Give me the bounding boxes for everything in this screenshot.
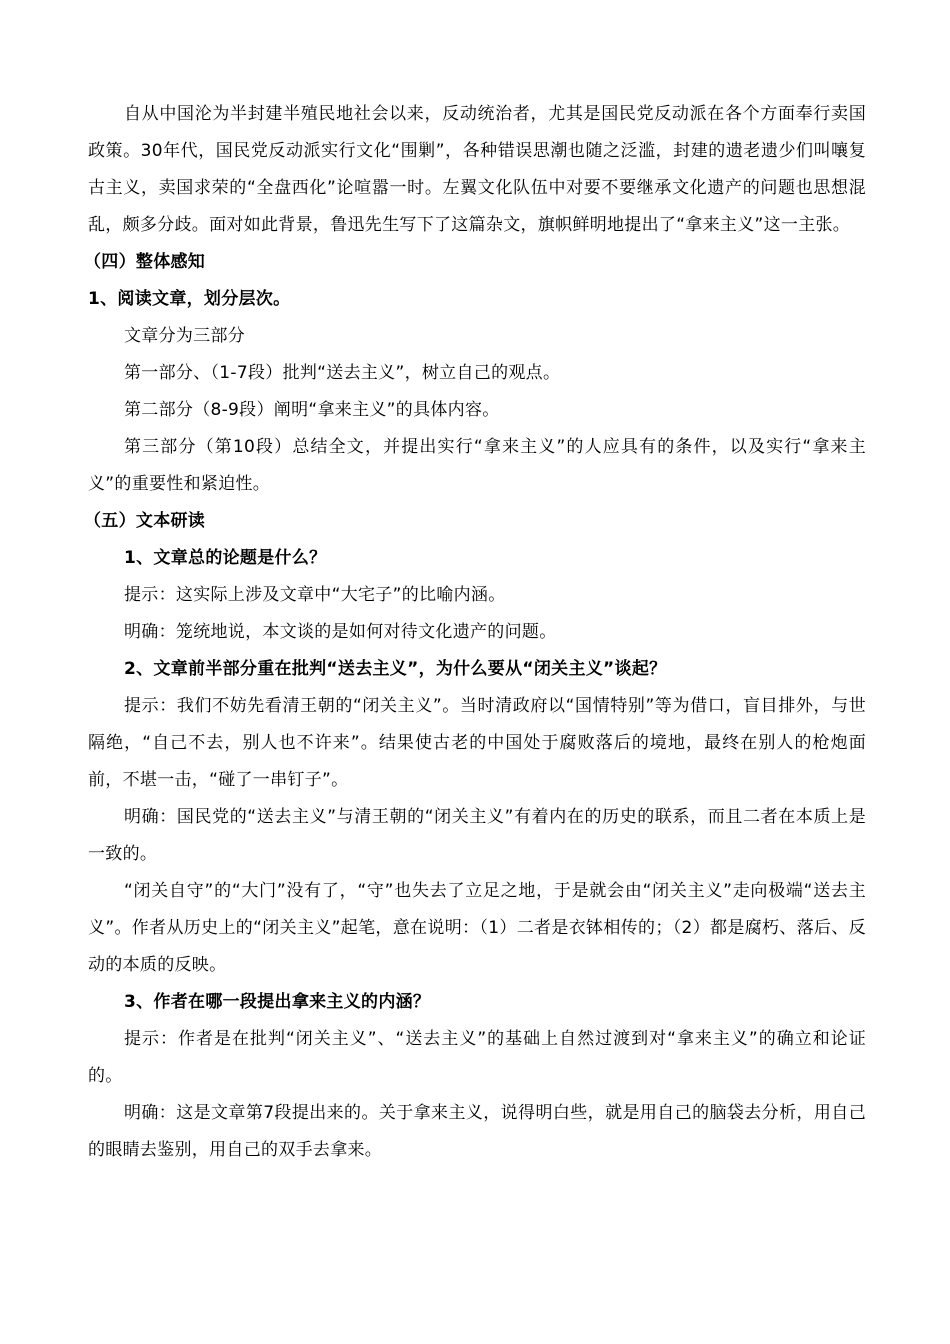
part-three-text: 第三部分（第10段）总结全文，并提出实行“拿来主义”的人应具有的条件，以及实行“拿来主义”的重要性和紧迫性。 — [88, 437, 866, 494]
question-1-answer: 明确：笼统地说，本文谈的是如何对待文化遗产的问题。 — [124, 622, 557, 642]
question-2-explanation: “闭关自守”的“大门”没有了，“守”也失去了立足之地，于是就会由“闭关主义”走向极端“送去主义”。作者从历史上的“闭关主义”起笔，意在说明：（1）二者是衣钵相传的；（2）都是腐朽、落后、反动的本质的反映。 — [88, 881, 866, 975]
question-3-hint: 提示：作者是在批判“闭关主义”、“送去主义”的基础上自然过渡到对“拿来主义”的确立和论证的。 — [88, 1029, 866, 1086]
question-1: 1、文章总的论题是什么？ — [124, 548, 327, 568]
question-3: 3、作者在哪一段提出拿来主义的内涵？ — [124, 992, 431, 1012]
background-paragraph: 自从中国沦为半封建半殖民地社会以来，反动统治者，尤其是国民党反动派在各个方面奉行卖国政策。30年代，国民党反动派实行文化“围剿”，各种错误思潮也随之泛滥，封建的遗老遗少们叫嚷复古主义，卖国求荣的“全盘西化”论喧嚣一时。左翼文化队伍中对要不要继承文化遗产的问题也思想混乱，颇多分歧。面对如此背景，鲁迅先生写下了这篇杂文，旗帜鲜明地提出了“拿来主义”这一主张。 — [88, 104, 866, 235]
item-heading-read-and-divide: 1、阅读文章，划分层次。 — [88, 289, 291, 309]
section-heading-text-study: （五）文本研读 — [84, 511, 206, 531]
part-one-text: 第一部分、（1-7段）批判“送去主义”，树立自己的观点。 — [124, 363, 561, 383]
parts-intro-text: 文章分为三部分 — [124, 326, 246, 346]
question-3-answer: 明确：这是文章第7段提出来的。关于拿来主义，说得明白些，就是用自己的脑袋去分析，用自己的眼睛去鉴别，用自己的双手去拿来。 — [88, 1103, 866, 1160]
part-two-text: 第二部分（8-9段）阐明“拿来主义”的具体内容。 — [124, 400, 500, 420]
document-page — [84, 96, 866, 1169]
question-2-hint: 提示：我们不妨先看清王朝的“闭关主义”。当时清政府以“国情特别”等为借口，盲目排外，与世隔绝，“自己不去，别人也不许来”。结果使古老的中国处于腐败落后的境地，最终在别人的枪炮面前，不堪一击，“碰了一串钉子”。 — [88, 696, 866, 790]
question-2-answer: 明确：国民党的“送去主义”与清王朝的“闭关主义”有着内在的历史的联系，而且二者在本质上是一致的。 — [88, 807, 866, 864]
question-1-hint: 提示：这实际上涉及文章中“大宅子”的比喻内涵。 — [124, 585, 506, 605]
section-heading-overall-perception: （四）整体感知 — [84, 252, 206, 272]
question-2: 2、文章前半部分重在批判“送去主义”，为什么要从“闭关主义”谈起？ — [124, 659, 667, 679]
